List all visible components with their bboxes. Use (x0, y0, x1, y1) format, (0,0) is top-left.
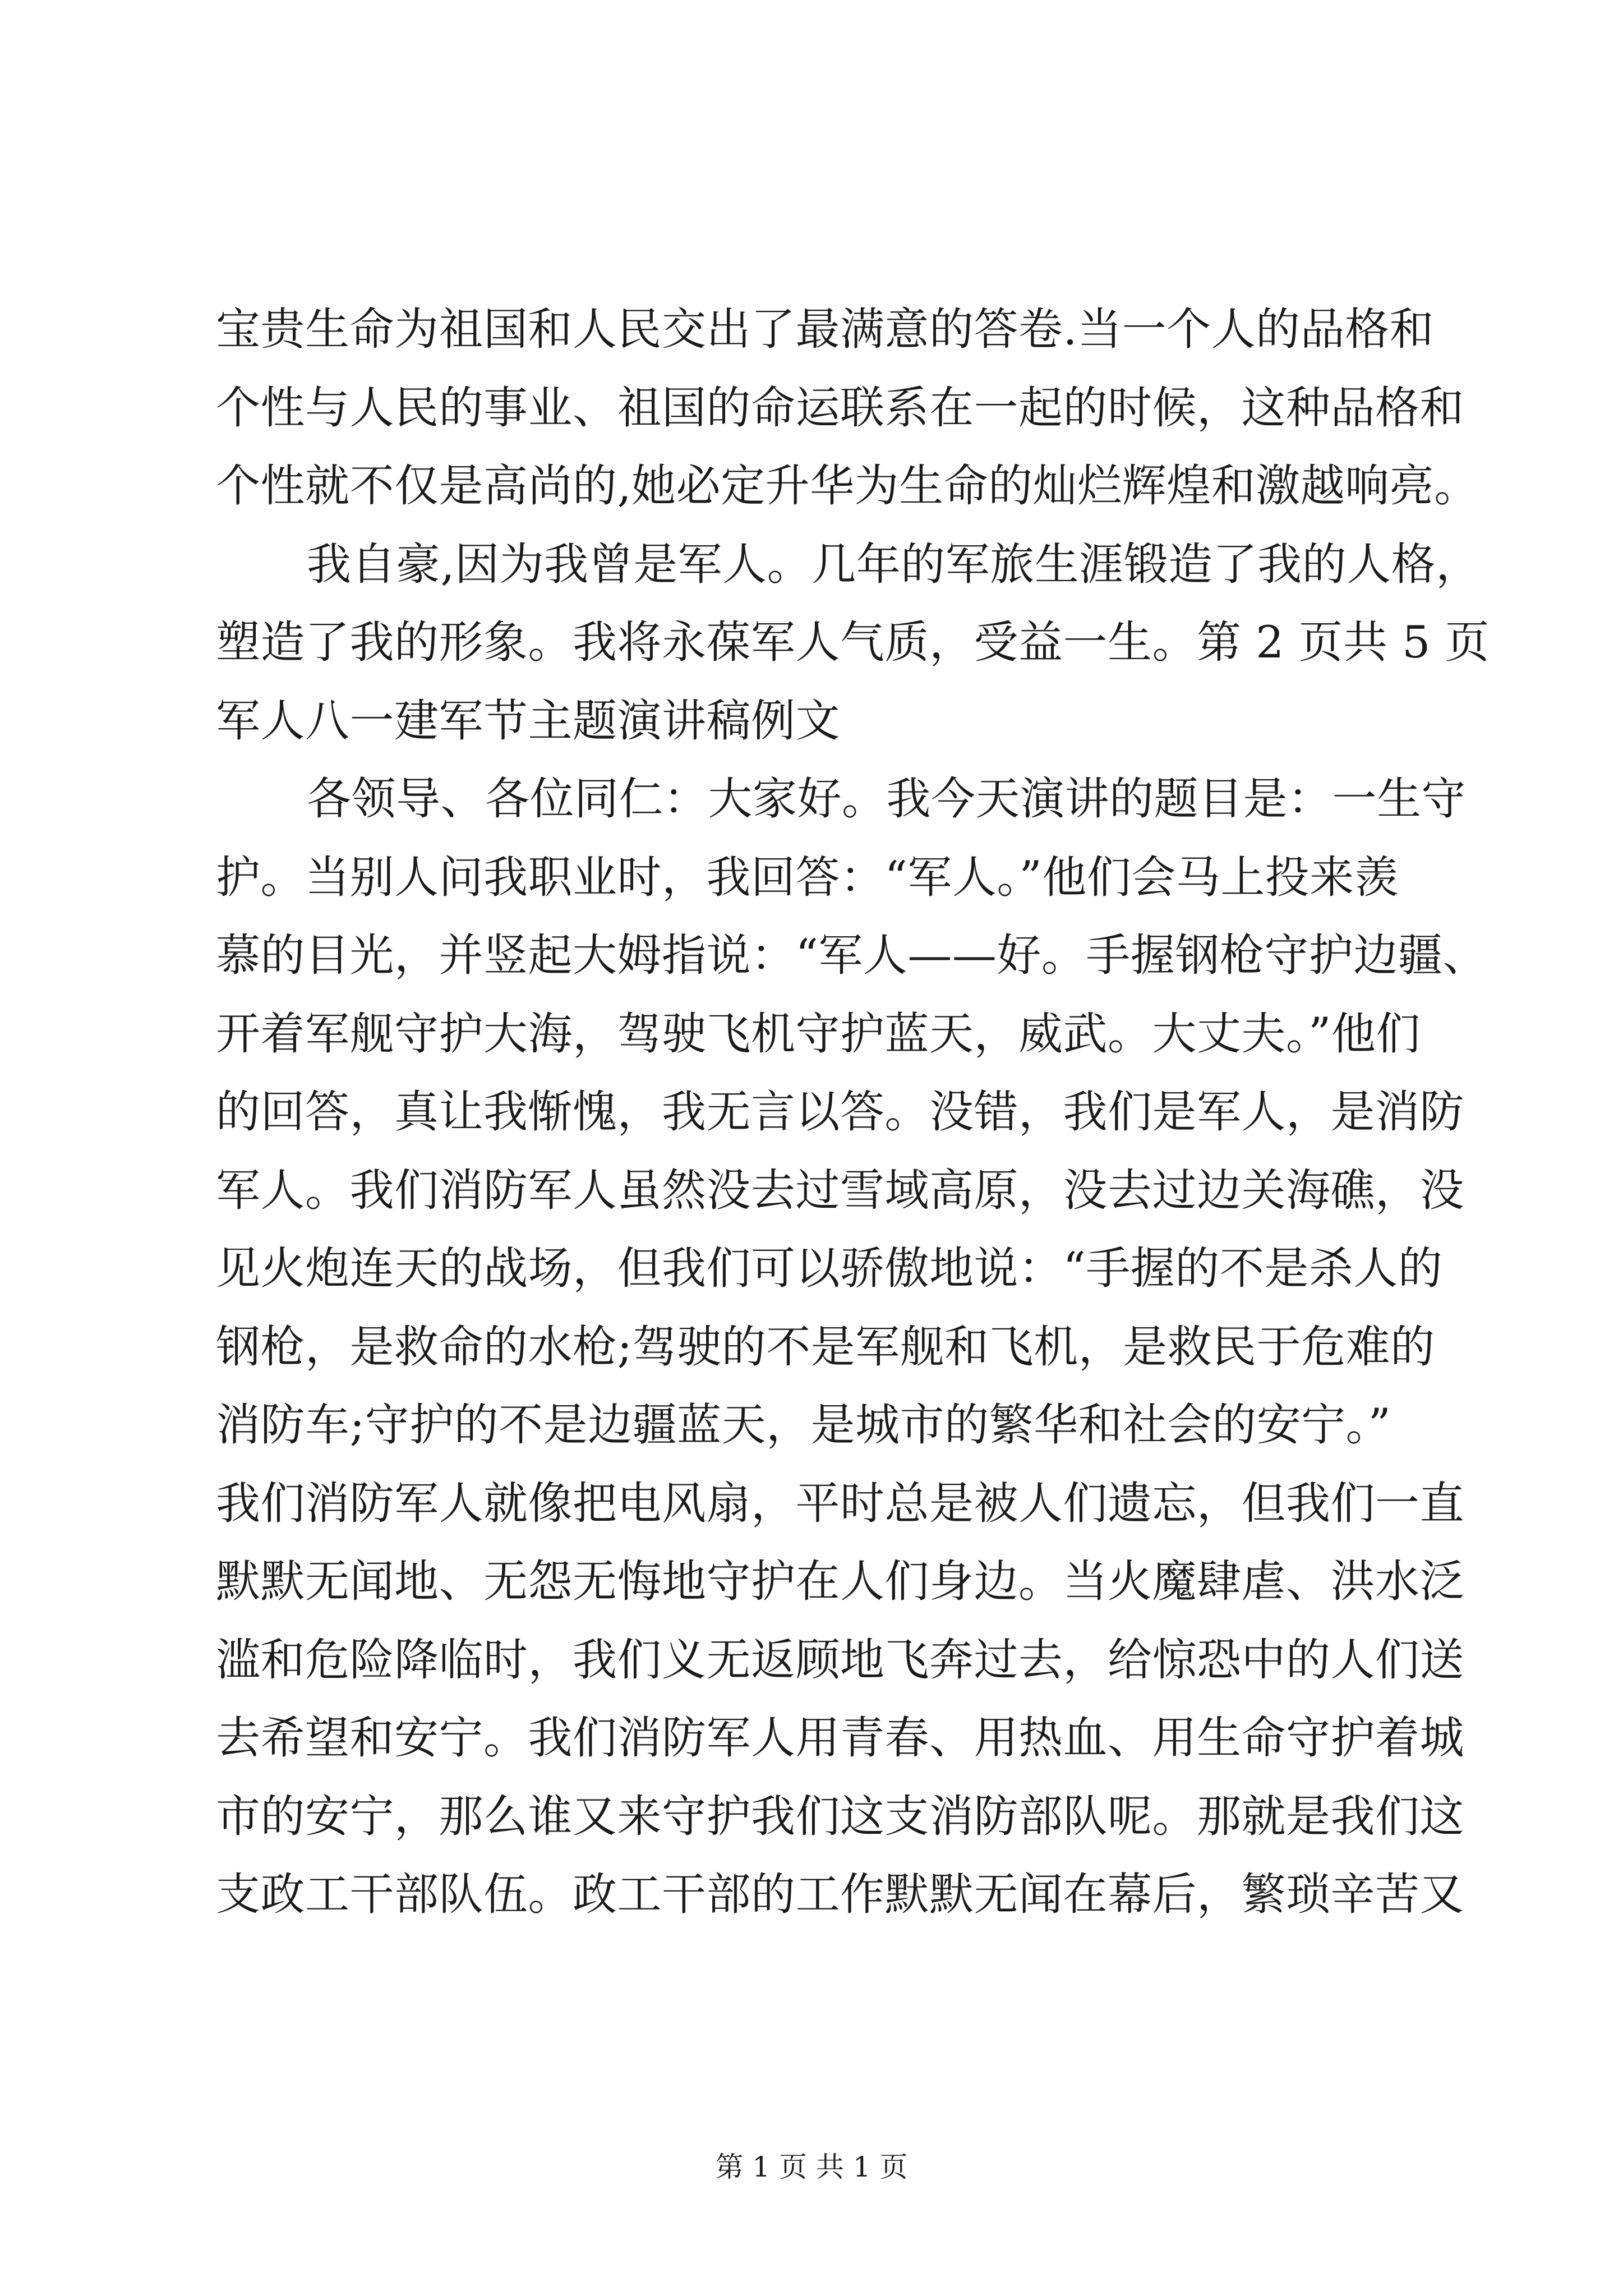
text-line-8: 护。当别人问我职业时，我回答：“军人。”他们会马上投来羡 (216, 851, 1399, 903)
text-line-14: 钢枪，是救命的水枪;驾驶的不是军舰和飞机，是救民于危难的 (216, 1320, 1435, 1373)
text-line-15: 消防车;守护的不是边疆蓝天，是城市的繁华和社会的安宁。” (216, 1399, 1391, 1451)
text-line-2: 个性与人民的事业、祖国的命运联系在一起的时候，这种品格和 (216, 381, 1464, 434)
text-line-17: 默默无闻地、无怨无悔地守护在人们身边。当火魔肆虐、洪水泛 (216, 1556, 1464, 1607)
text-line-16: 我们消防军人就像把电风扇，平时总是被人们遗忘，但我们一直 (216, 1477, 1464, 1529)
text-line-7: 各领导、各位同仁：大家好。我今天演讲的题目是：一生守 (307, 773, 1466, 825)
text-line-18: 滥和危险降临时，我们义无返顾地飞奔过去，给惊恐中的人们送 (216, 1634, 1464, 1686)
text-line-20: 市的安宁，那么谁又来守护我们这支消防部队呢。那就是我们这 (216, 1790, 1464, 1842)
text-line-19: 去希望和安宁。我们消防军人用青春、用热血、用生命守护着城 (216, 1712, 1464, 1764)
text-line-5: 塑造了我的形象。我将永葆军人气质，受益一生。第 2 页共 5 页 (216, 616, 1490, 668)
document-body (216, 291, 1490, 1934)
text-line-9: 慕的目光，并竖起大姆指说：“军人——好。手握钢枪守护边疆、 (216, 930, 1487, 981)
text-line-10: 开着军舰守护大海，驾驶飞机守护蓝天，威武。大丈夫。”他们 (216, 1007, 1421, 1060)
text-line-21: 支政工干部队伍。政工干部的工作默默无闻在幕后，繁琐辛苦又 (216, 1869, 1464, 1920)
text-line-4: 我自豪,因为我曾是军人。几年的军旅生涯锻造了我的人格， (307, 538, 1481, 590)
text-line-11: 的回答，真让我惭愧，我无言以答。没错，我们是军人，是消防 (216, 1086, 1464, 1138)
text-line-13: 见火炮连天的战场，但我们可以骄傲地说：“手握的不是杀人的 (216, 1243, 1443, 1294)
text-line-3: 个性就不仅是高尚的,她必定升华为生命的灿烂辉煌和激越响亮。 (216, 460, 1479, 512)
page-footer: 第 1 页 共 1 页 (715, 2151, 908, 2183)
section-title: 军人八一建军节主题演讲稿例文 (216, 694, 840, 747)
text-line-12: 军人。我们消防军人虽然没去过雪域高原，没去过边关海礁，没 (216, 1164, 1464, 1216)
text-line-1: 宝贵生命为祖国和人民交出了最满意的答卷.当一个人的品格和 (216, 303, 1435, 355)
